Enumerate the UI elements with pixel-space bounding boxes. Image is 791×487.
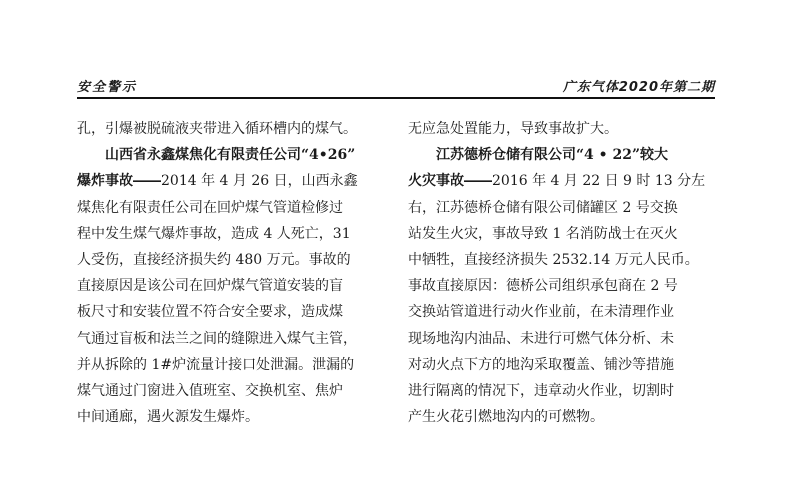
paragraph-text: 2016 年 4 月 22 日 9 时 13 分左 — [492, 173, 706, 190]
paragraph-line: 直接原因是该公司在回炉煤气管道安装的盲 — [77, 278, 343, 295]
paragraph-line: 气通过盲板和法兰之间的缝隙进入煤气主管， — [77, 330, 357, 347]
paragraph-line: 对动火点下方的地沟采取覆盖、铺沙等措施 — [408, 356, 674, 373]
paragraph-line: 中牺牲，直接经济损失 2532.14 万元人民币。 — [408, 252, 699, 269]
incident-heading-tail: 爆炸事故―― — [77, 173, 161, 190]
paragraph-line: 交换站管道进行动火作业前，在未清理作业 — [408, 304, 674, 321]
incident-heading: 江苏德桥仓储有限公司“4 • 22”较大 — [436, 147, 669, 164]
paragraph-text: 2014 年 4 月 26 日，山西永鑫 — [161, 173, 358, 190]
paragraph-line: 板尺寸和安装位置不符合安全要求，造成煤 — [77, 304, 343, 321]
header-divider — [77, 97, 715, 99]
paragraph-line: 无应急处置能力，导致事故扩大。 — [408, 121, 618, 137]
paragraph-line: 煤焦化有限责任公司在回炉煤气管道检修过 — [77, 199, 343, 216]
paragraph-line: 煤气通过门窗进入值班室、交换机室、焦炉 — [77, 383, 343, 400]
journal-issue-label: 广东气体2020年第二期 — [562, 80, 715, 95]
section-label: 安全警示 — [77, 80, 138, 95]
paragraph-line: 事故直接原因：德桥公司组织承包商在 2 号 — [408, 278, 678, 295]
paragraph-line: 进行隔离的情况下，违章动火作业，切割时 — [408, 383, 674, 400]
paragraph-line: 孔，引爆被脱硫液夹带进入循环槽内的煤气。 — [77, 121, 357, 137]
paragraph-line: 并从拆除的 1#炉流量计接口处泄漏。泄漏的 — [77, 356, 355, 373]
paragraph-line: 程中发生煤气爆炸事故，造成 4 人死亡，31 — [77, 225, 351, 242]
incident-heading: 山西省永鑫煤焦化有限责任公司“4•26” — [105, 147, 356, 164]
page-header — [77, 76, 715, 98]
left-column — [77, 116, 377, 430]
paragraph-line: 产生火花引燃地沟内的可燃物。 — [408, 409, 604, 426]
paragraph-line: 中间通廊，遇火源发生爆炸。 — [77, 409, 259, 426]
paragraph-line — [77, 168, 377, 194]
paragraph-line: 现场地沟内油品、未进行可燃气体分析、未 — [408, 330, 674, 347]
paragraph-line — [408, 168, 716, 194]
paragraph-line: 人受伤，直接经济损失约 480 万元。事故的 — [77, 252, 351, 269]
right-column — [408, 116, 716, 430]
incident-heading-tail: 火灾事故―― — [408, 173, 492, 190]
paragraph-line: 右，江苏德桥仓储有限公司储罐区 2 号交换 — [408, 199, 678, 216]
paragraph-line: 站发生火灾，事故导致 1 名消防战士在灭火 — [408, 225, 678, 242]
